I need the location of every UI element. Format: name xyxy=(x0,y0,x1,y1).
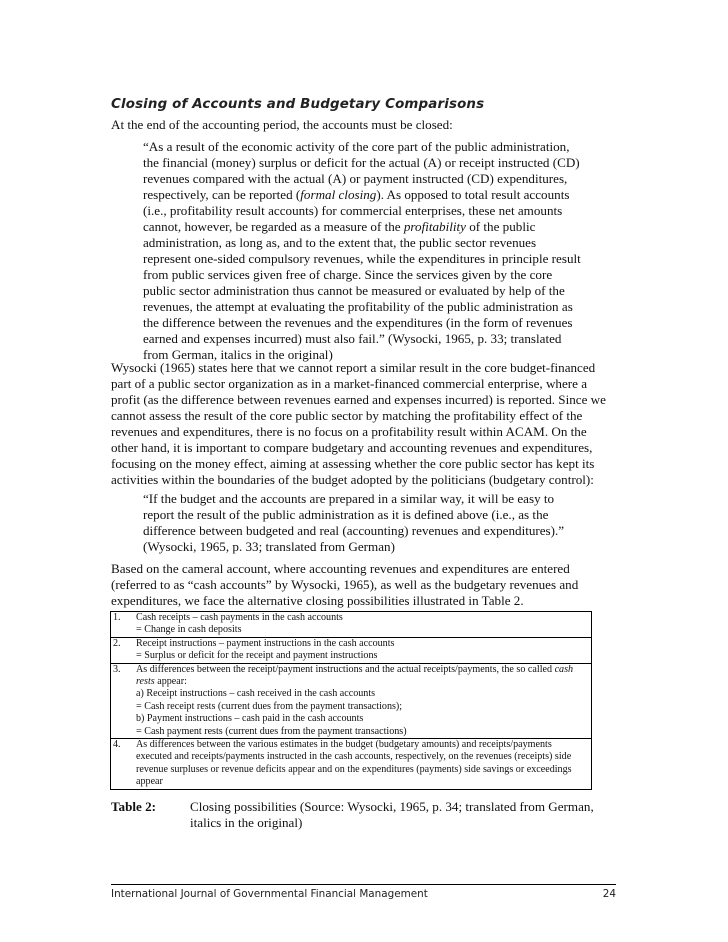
intro-paragraph: At the end of the accounting period, the accounts must be closed: xyxy=(111,117,453,132)
quote-text: of the public administration, as long as, and to the extent that, the public sector revenues represent one-sided compulsory revenues, while the expenditures in principle result from public services given free of charge. Since the services given by the core public sector administration thus cannot be measured or evaluated by help of the revenues, the attempt at evaluating the profitability of the public administration as the difference between the revenues and the expenditures (in the form of revenues earned and expenses incurred) must also fail.” (Wysocki, 1965, p. 33; translated from German, italics in the original) xyxy=(143,219,581,362)
row-number: 4. xyxy=(113,739,121,751)
body-paragraph: Based on the cameral account, where accounting revenues and expenditures are entered (referred to as “cash accounts” by Wysocki, 1965), as well as the budgetary revenues and expenditures, we face the alternative closing possibilities illustrated in Table 2. xyxy=(111,561,579,608)
body-paragraph: Wysocki (1965) states here that we cannot report a similar result in the core budget-financed part of a public sector organization as in a market-financed commercial enterprise, where a profit (as the difference between revenues earned and expenses incurred) is reported. Since we cannot assess the result of the core public sector by matching the profitability effect of the revenues and expenditures, there is no focus on a profitability result within ACAM. On the other hand, it is important to compare budgetary and accounting revenues and expenditures, focusing on the money effect, aiming at assessing whether the core public sector has kept its activities within the boundaries of the budget adopted by the politicians (budgetary control): xyxy=(111,360,606,487)
row-text xyxy=(136,638,591,663)
block-quote-wysocki-2: “If the budget and the accounts are prepared in a similar way, it will be easy to report the result of the public administration as it is defined above (i.e., as the difference between budgeted and real (accounting) revenues and expenditures).” (Wysocki, 1965, p. 33; translated from German) xyxy=(143,491,565,554)
table-row xyxy=(111,637,591,663)
row-intro-text: As differences between the receipt/payment instructions and the actual receipts/payments, the so called xyxy=(136,663,555,675)
row-text xyxy=(136,739,591,789)
footer-divider xyxy=(111,884,616,885)
caption-label: Table 2: xyxy=(111,799,156,814)
page-footer xyxy=(111,888,616,900)
closing-possibilities-table xyxy=(110,611,592,790)
row-line: = Change in cash deposits xyxy=(136,624,242,636)
row-number: 1. xyxy=(113,612,121,623)
row-intro xyxy=(136,664,587,689)
row-intro-text: appear: xyxy=(154,676,187,688)
row-line: b) Payment instructions – cash paid in the cash accounts xyxy=(136,713,364,725)
table-row xyxy=(111,663,591,738)
caption-text: Closing possibilities (Source: Wysocki, 1965, p. 34; translated from German, italics in the original) xyxy=(190,799,594,830)
row-line: = Surplus or deficit for the receipt and payment instructions xyxy=(136,650,378,662)
table-row xyxy=(111,612,591,637)
row-line: Receipt instructions – payment instructions in the cash accounts xyxy=(136,637,395,649)
section-heading: Closing of Accounts and Budgetary Comparisons xyxy=(111,97,485,112)
row-intro-italic: cash rests xyxy=(136,663,574,688)
quote-italic-term: profitability xyxy=(403,219,466,234)
journal-name: International Journal of Governmental Financial Management xyxy=(111,888,428,900)
row-line: Cash receipts – cash payments in the cash accounts xyxy=(136,612,343,623)
row-number: 3. xyxy=(113,663,121,675)
row-number: 2. xyxy=(113,637,121,649)
row-line: As differences between the various estimates in the budget (budgetary amounts) and receipts/payments executed and receipts/payments instructed in the cash accounts, respectively, on the revenues (receipts) side revenue surpluses or revenue deficits appear and on the expenditures (payments) side savings or exceedings appear xyxy=(136,739,572,788)
quote-text: “As a result of the economic activity of the core part of the public administration, the financial (money) surplus or deficit for the actual (A) or receipt instructed (CD) revenues compared with the actual (A) or payment instructed (CD) expenditures, respectively, can be reported ( xyxy=(143,139,580,202)
table-row xyxy=(111,738,591,789)
block-quote-wysocki-1 xyxy=(143,139,583,363)
page-number: 24 xyxy=(602,888,616,900)
row-line: = Cash receipt rests (current dues from the payment transactions); xyxy=(136,700,403,712)
row-line: a) Receipt instructions – cash received in the cash accounts xyxy=(136,688,376,700)
quote-italic-term: formal closing xyxy=(300,187,377,202)
row-text xyxy=(136,664,591,738)
row-line: = Cash payment rests (current dues from the payment transactions) xyxy=(136,725,407,737)
quote-text: ). As opposed to total result accounts (i.e., profitability result accounts) for commercial enterprises, these net amounts cannot, however, be regarded as a measure of the xyxy=(143,187,570,234)
row-text xyxy=(136,612,591,637)
